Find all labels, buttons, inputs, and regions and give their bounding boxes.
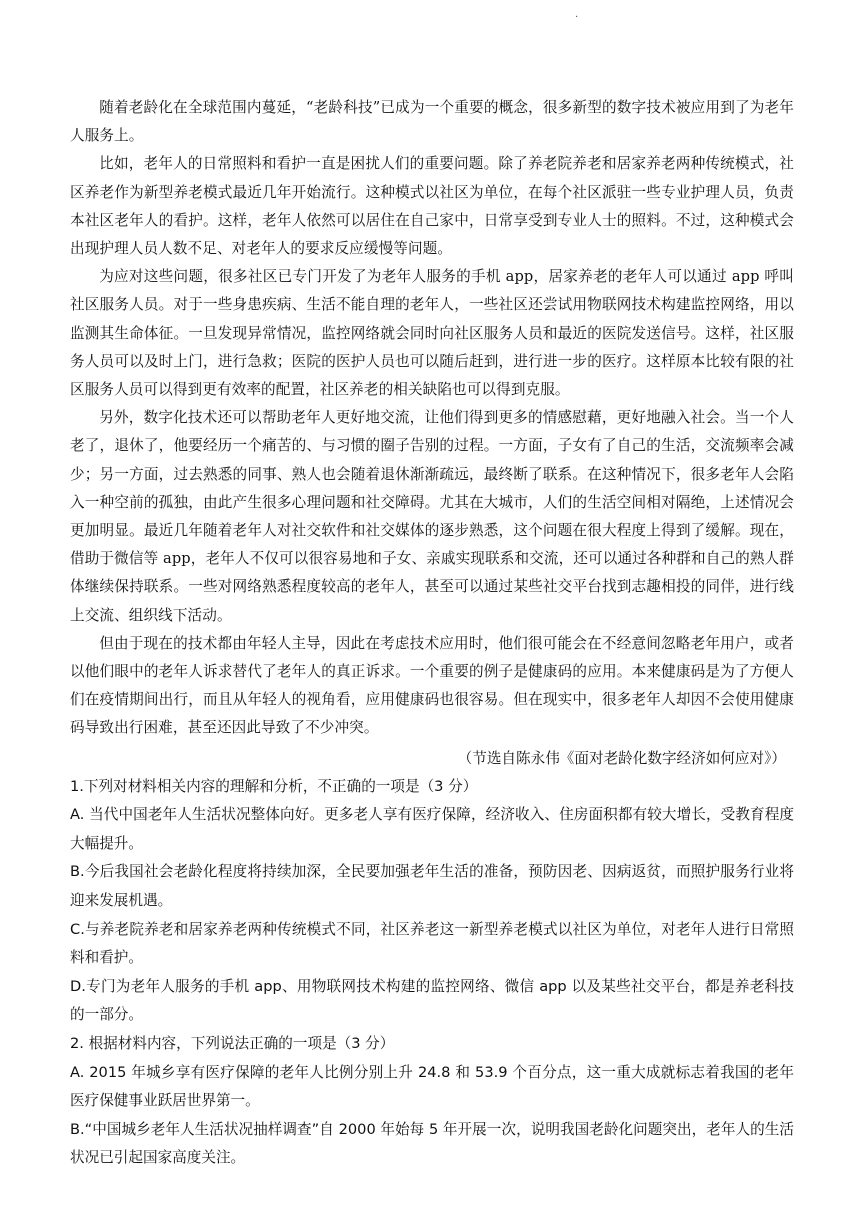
passage-paragraph-2: 比如，老年人的日常照料和看护一直是困扰人们的重要问题。除了养老院养老和居家养老两种传统模式，社区养老作为新型养老模式最近几年开始流行。这种模式以社区为单位，在每个社区派驻一些专业护理人员，负责本社区老年人的看护。这样，老年人依然可以居住在自己家中，日常享受到专业人士的照料。不过，这种模式会出现护理人员人数不足、对老年人的要求反应缓慢等问题。 <box>70 155 794 258</box>
passage-paragraph-5: 但由于现在的技术都由年轻人主导，因此在考虑技术应用时，他们很可能会在不经意间忽略老年用户，或者以他们眼中的老年人诉求替代了老年人的真正诉求。一个重要的例子是健康码的应用。本来健康码是为了方便人们在疫情期间出行，而且从年轻人的视角看，应用健康码也很容易。但在现实中，很多老年人却因不会使用健康码导致出行困难，甚至还因此导致了不少冲突。 <box>70 634 794 737</box>
reading-passage <box>70 94 794 773</box>
passage-source: （节选自陈永伟《面对老龄化数字经济如何应对》） <box>457 749 786 767</box>
question-2-stem: 2. 根据材料内容，下列说法正确的一项是（3 分） <box>70 1035 395 1053</box>
question-1-option-d: D.专门为老年人服务的手机 app、用物联网技术构建的监控网络、微信 app 以及某些社交平台，都是养老科技的一部分。 <box>70 977 794 1024</box>
question-1-option-b: B.今后我国社会老龄化程度将持续加深，全民要加强老年生活的准备，预防因老、因病返贫，而照护服务行业将迎来发展机遇。 <box>70 863 794 910</box>
content-area <box>70 94 794 1173</box>
passage-paragraph-1: 随着老龄化在全球范围内蔓延，“老龄科技”已成为一个重要的概念，很多新型的数字技术被应用到了为老年人服务上。 <box>70 99 794 145</box>
question-section <box>70 773 794 1173</box>
passage-paragraph-3: 为应对这些问题，很多社区已专门开发了为老年人服务的手机 app，居家养老的老年人可以通过 app 呼叫社区服务人员。对于一些身患疾病、生活不能自理的老年人，一些社区还尝试用物联网技术构建监控网络，用以监测其生命体征。一旦发现异常情况，监控网络就会同时向社区服务人员和最近的医院发送信号。这样，社区服务人员可以及时上门，进行急救；医院的医护人员也可以随后赶到，进行进一步的医疗。这样原本比较有限的社区服务人员可以得到更有效率的配置，社区养老的相关缺陷也可以得到克服。 <box>70 268 794 399</box>
question-2 <box>70 1030 794 1173</box>
question-2-option-b: B.“中国城乡老年人生活状况抽样调查”自 2000 年始每 5 年开展一次，说明我国老龄化问题突出，老年人的生活状况已引起国家高度关注。 <box>70 1120 794 1167</box>
question-1-option-a: A. 当代中国老年人生活状况整体向好。更多老人享有医疗保障，经济收入、住房面积都有较大增长，受教育程度大幅提升。 <box>70 806 794 852</box>
question-1-stem: 1.下列对材料相关内容的理解和分析，不正确的一项是（3 分） <box>70 777 478 795</box>
question-1-option-c: C.与养老院养老和居家养老两种传统模式不同，社区养老这一新型养老模式以社区为单位，对老年人进行日常照料和看护。 <box>70 920 794 967</box>
passage-paragraph-4: 另外，数字化技术还可以帮助老年人更好地交流，让他们得到更多的情感慰藉，更好地融入社会。当一个人老了，退休了，他要经历一个痛苦的、与习惯的圈子告别的过程。一方面，子女有了自己的生活，交流频率会减少；另一方面，过去熟悉的同事、熟人也会随着退休渐渐疏远，最终断了联系。在这种情况下，很多老年人会陷入一种空前的孤独，由此产生很多心理问题和社交障碍。尤其在大城市，人们的生活空间相对隔绝，上述情况会更加明显。最近几年随着老年人对社交软件和社交媒体的逐步熟悉，这个问题在很大程度上得到了缓解。现在，借助于微信等 app，老年人不仅可以很容易地和子女、亲戚实现联系和交流，还可以通过各种群和自己的熟人群体继续保持联系。一些对网络熟悉程度较高的老年人，甚至可以通过某些社交平台找到志趣相投的同伴，进行线上交流、组织线下活动。 <box>70 409 794 624</box>
header-dot: · <box>575 12 579 23</box>
question-1 <box>70 773 794 1030</box>
question-2-option-a: A. 2015 年城乡享有医疗保障的老年人比例分别上升 24.8 和 53.9 个百分点，这一重大成就标志着我国的老年医疗保健事业跃居世界第一。 <box>70 1063 794 1110</box>
